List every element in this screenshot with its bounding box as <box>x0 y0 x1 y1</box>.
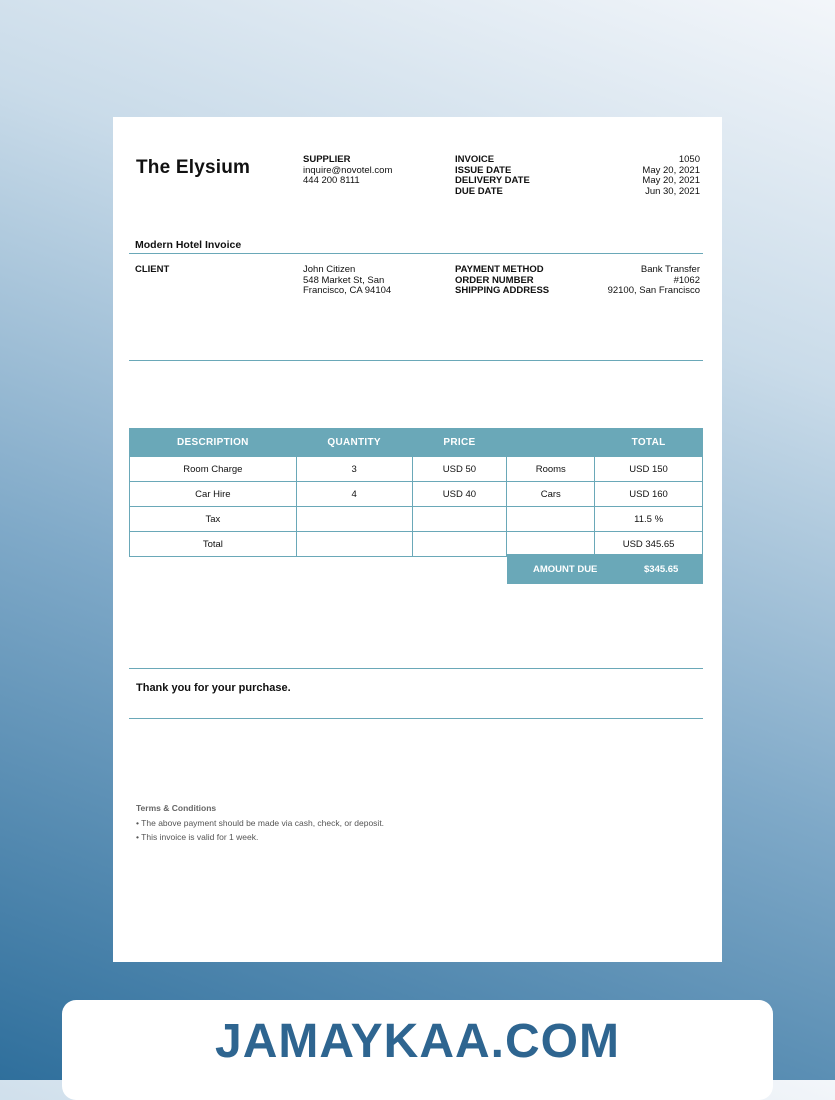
terms-item: • The above payment should be made via cash, check, or deposit. <box>136 818 385 828</box>
payment-method-label: PAYMENT METHOD <box>455 264 544 275</box>
client-label: CLIENT <box>135 264 170 275</box>
divider <box>129 253 703 254</box>
due-date-value: Jun 30, 2021 <box>645 185 700 197</box>
table-cell: USD 50 <box>412 457 507 482</box>
table-cell: USD 40 <box>412 482 507 507</box>
divider <box>129 718 703 719</box>
amount-due-value: $345.65 <box>644 564 679 575</box>
thank-you-message: Thank you for your purchase. <box>136 682 291 694</box>
supplier-email: inquire@novotel.com <box>303 164 393 176</box>
table-header-row <box>130 429 703 457</box>
table-cell: USD 345.65 <box>595 532 703 557</box>
client-block <box>303 265 391 297</box>
column-header-quantity: QUANTITY <box>296 429 412 457</box>
invoice-meta-values <box>642 155 700 197</box>
issue-date-label: ISSUE DATE <box>455 164 512 176</box>
brand-name: The Elysium <box>136 157 251 178</box>
table-cell <box>507 507 595 532</box>
table-cell: Tax <box>130 507 297 532</box>
payment-labels <box>455 265 549 297</box>
table-cell: Cars <box>507 482 595 507</box>
client-name: John Citizen <box>303 264 356 275</box>
table-cell <box>296 532 412 557</box>
delivery-date-value: May 20, 2021 <box>642 175 700 186</box>
table-cell <box>296 507 412 532</box>
table-cell <box>507 532 595 557</box>
client-address-line2: Francisco, CA 94104 <box>303 285 392 296</box>
delivery-date-label: DELIVERY DATE <box>455 175 530 186</box>
invoice-number-label: INVOICE <box>455 154 495 165</box>
table-cell: 3 <box>296 457 412 482</box>
supplier-block <box>303 155 392 187</box>
table-cell: Room Charge <box>130 457 297 482</box>
column-header-description: DESCRIPTION <box>130 429 297 457</box>
table-cell <box>412 532 507 557</box>
table-cell: Car Hire <box>130 482 297 507</box>
amount-due-box <box>507 554 703 584</box>
payment-values <box>608 265 700 297</box>
column-header-price: PRICE <box>412 429 507 457</box>
watermark-text: JAMAYKAA.COM <box>215 1015 620 1068</box>
divider <box>129 668 703 669</box>
table-row <box>130 507 703 532</box>
table-row <box>130 532 703 557</box>
invoice-number-value: 1050 <box>678 154 700 165</box>
client-address-line1: 548 Market St, San <box>303 274 385 286</box>
table-row <box>130 482 703 507</box>
table-cell: Total <box>130 532 297 557</box>
table-cell: 4 <box>296 482 412 507</box>
invoice-sheet <box>113 117 722 962</box>
order-number-value: #1062 <box>673 274 700 286</box>
table-cell: USD 160 <box>595 482 703 507</box>
column-header-total: TOTAL <box>595 429 703 457</box>
terms-title: Terms & Conditions <box>136 803 217 813</box>
shipping-address-value: 92100, San Francisco <box>607 285 700 296</box>
due-date-label: DUE DATE <box>455 185 503 197</box>
order-number-label: ORDER NUMBER <box>455 274 534 286</box>
table-cell: Rooms <box>507 457 595 482</box>
divider <box>129 360 703 361</box>
table-cell: 11.5 % <box>595 507 703 532</box>
shipping-address-label: SHIPPING ADDRESS <box>455 285 550 296</box>
table-cell: USD 150 <box>595 457 703 482</box>
invoice-title: Modern Hotel Invoice <box>135 239 242 251</box>
column-header-unit <box>507 429 595 457</box>
issue-date-value: May 20, 2021 <box>642 164 700 176</box>
supplier-label: SUPPLIER <box>303 154 351 165</box>
terms-item: • This invoice is valid for 1 week. <box>136 832 259 842</box>
invoice-meta-labels <box>455 155 530 197</box>
payment-method-value: Bank Transfer <box>640 264 700 275</box>
line-items-table <box>129 428 703 557</box>
watermark-banner <box>62 1000 773 1100</box>
table-cell <box>412 507 507 532</box>
supplier-phone: 444 200 8111 <box>303 175 360 186</box>
amount-due-label: AMOUNT DUE <box>533 564 598 575</box>
table-row <box>130 457 703 482</box>
